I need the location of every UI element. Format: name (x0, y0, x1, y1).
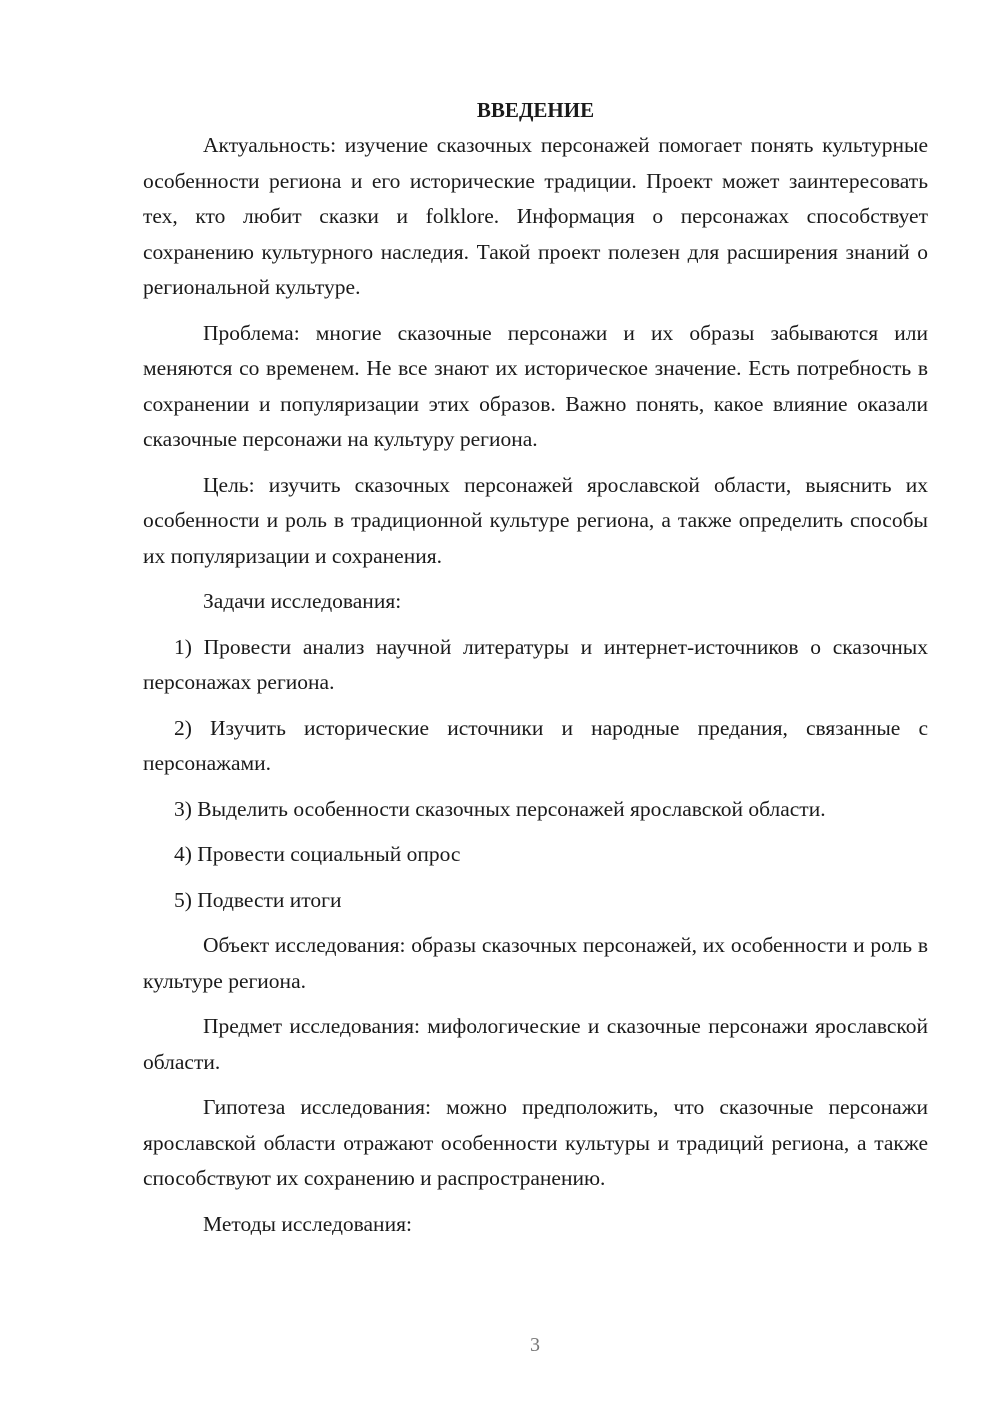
task-item-3: 3) Выделить особенности сказочных персонажей ярославской области. (174, 796, 826, 821)
section-heading: ВВЕДЕНИЕ (476, 98, 595, 122)
subject-paragraph: Предмет исследования: мифологические и сказочные персонажи ярославской области. (143, 1014, 928, 1074)
methods-title: Методы исследования: (203, 1211, 412, 1236)
page-number: 3 (530, 1334, 540, 1356)
task-item-5: 5) Подвести итоги (174, 887, 342, 912)
object-paragraph: Объект исследования: образы сказочных персонажей, их особенности и роль в культуре региона. (143, 933, 928, 993)
tasks-title: Задачи исследования: (203, 589, 402, 613)
text-body (143, 92, 928, 1252)
hypothesis-paragraph: Гипотеза исследования: можно предположить, что сказочные персонажи ярославской области отражают особенности культуры и традиций региона, а также способствуют их сохранению и распространению. (143, 1095, 928, 1190)
task-item-1: 1) Провести анализ научной литературы и интернет-источников о сказочных персонажах региона. (143, 634, 928, 694)
goal-paragraph: Цель: изучить сказочных персонажей ярославской области, выяснить их особенности и роль в традиционной культуре региона, а также определить способы их популяризации и сохранения. (143, 472, 928, 568)
task-item-4: 4) Провести социальный опрос (174, 842, 461, 866)
task-item-2: 2) Изучить исторические источники и народные предания, связанные с персонажами. (143, 715, 928, 775)
problem-paragraph: Проблема: многие сказочные персонажи и их образы забываются или меняются со временем. Не все знают их историческое значение. Есть потребность в сохранении и популяризации этих образов. Важно понять, какое влияние оказали сказочные персонажи на культуру региона. (143, 320, 928, 451)
relevance-paragraph: Актуальность: изучение сказочных персонажей помогает понять культурные особенности региона и его исторические традиции. Проект может заинтересовать тех, кто любит сказки и folklore. Информация о персонажах способствует сохранению культурного наследия. Такой проект полезен для расширения знаний о региональной культуре. (143, 133, 928, 299)
